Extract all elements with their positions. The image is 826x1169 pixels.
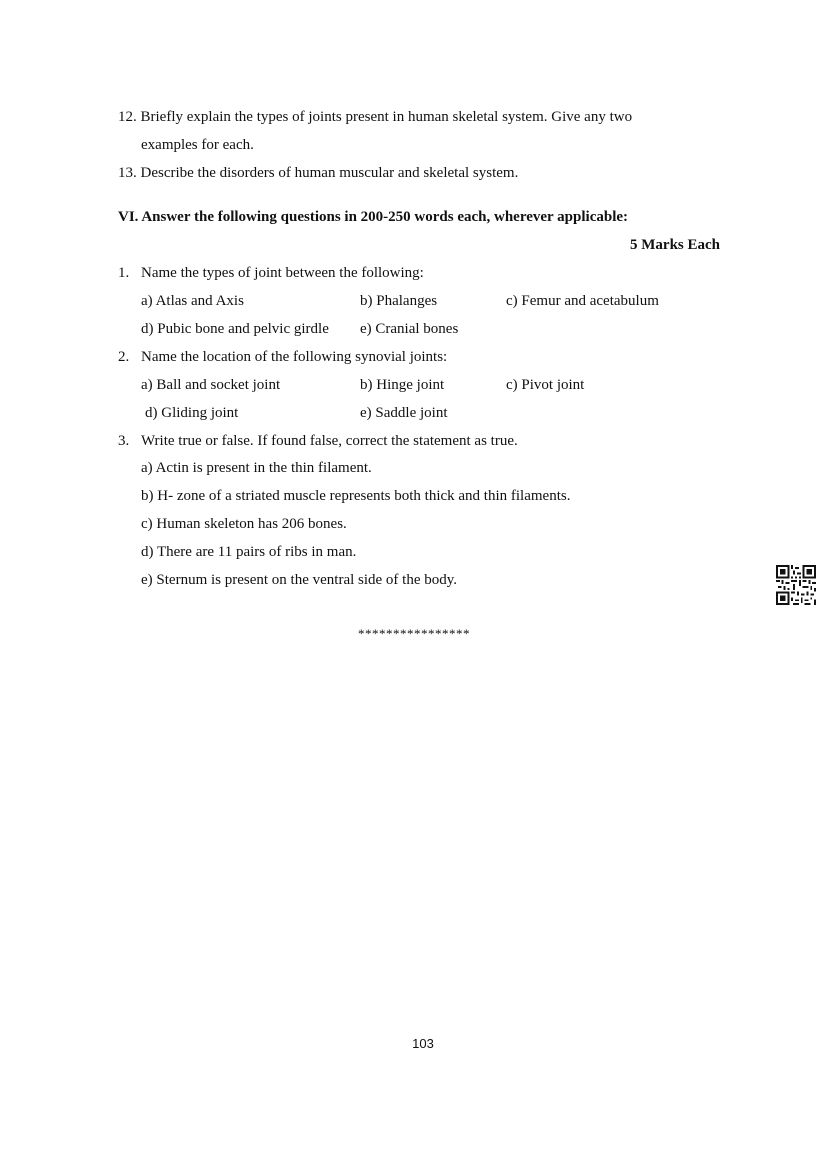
option-item: d) Pubic bone and pelvic girdle (141, 321, 329, 337)
option-item: c) Pivot joint (506, 377, 585, 393)
question-text: Name the location of the following synovial joints: (141, 349, 448, 365)
question-12 (118, 108, 632, 126)
statement-item: c) Human skeleton has 206 bones. (141, 516, 347, 532)
option-item: a) Ball and socket joint (141, 377, 281, 393)
option-item: d) Gliding joint (145, 405, 239, 421)
question-text: Describe the disorders of human muscular and skeletal system. (140, 165, 519, 181)
question-number: 13. (118, 165, 137, 181)
statement-item: e) Sternum is present on the ventral side of the body. (141, 572, 458, 588)
option-item: a) Atlas and Axis (141, 293, 244, 309)
question-number: 3. (118, 433, 130, 449)
statement-item: b) H- zone of a striated muscle represents both thick and thin filaments. (141, 488, 571, 504)
option-item: e) Cranial bones (360, 321, 459, 337)
question-number: 2. (118, 349, 130, 365)
question-number: 12. (118, 109, 137, 125)
question-12-continuation: examples for each. (141, 137, 254, 153)
question-number: 1. (118, 265, 130, 281)
marks-label: 5 Marks Each (630, 237, 720, 253)
section-separator: **************** (358, 626, 470, 641)
option-item: e) Saddle joint (360, 405, 448, 421)
statement-item: a) Actin is present in the thin filament. (141, 460, 372, 476)
qr-code-icon[interactable] (776, 565, 816, 605)
page-number: 103 (412, 1036, 434, 1051)
question-text: Write true or false. If found false, correct the statement as true. (141, 433, 518, 449)
question-text: Briefly explain the types of joints present in human skeletal system. Give any two (140, 109, 633, 125)
section-heading: VI. Answer the following questions in 200-250 words each, wherever applicable: (118, 209, 629, 225)
option-item: b) Phalanges (360, 293, 438, 309)
question-13 (118, 164, 518, 182)
question-text: Name the types of joint between the following: (141, 265, 424, 281)
statement-item: d) There are 11 pairs of ribs in man. (141, 544, 357, 560)
option-item: b) Hinge joint (360, 377, 445, 393)
option-item: c) Femur and acetabulum (506, 293, 659, 309)
